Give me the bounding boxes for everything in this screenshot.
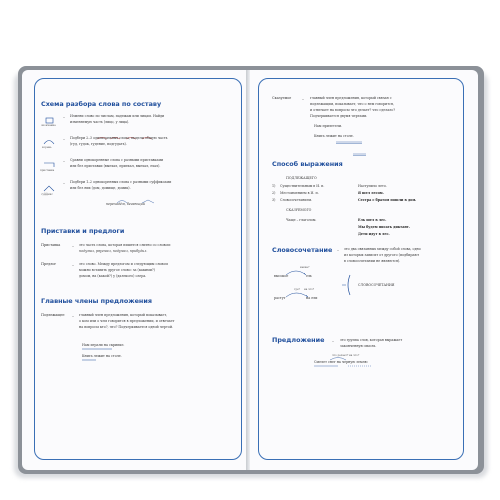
preposition-text-3: домом, на (какой?) у (далекого) озера. [79,274,147,278]
term-predicate: Сказуемое [272,96,292,100]
prefix-text-2: подумал, рвуемал, подумал, прибудил. [79,249,148,253]
diagram-word-3: растут [274,296,286,300]
symbol-label-ending: окончание [41,124,56,127]
subject-label: ПОДЛЕЖАЩЕГО [286,176,317,180]
predicate-row-left-1: Чаще – глаголом. [286,218,317,222]
item-text-prefix-2: или без приставки (выехал, приехал, выехал, ехал). [70,164,161,168]
dash: – [332,338,334,343]
right-page-diagrams [250,70,478,470]
sentence-example: Смелет снег на черную землю [314,360,368,364]
symbol-label-root: корень [42,146,52,149]
predicate-label: СКАЗУЕМОГО [286,208,312,212]
subject-row-number-3: 3) [272,198,276,202]
dash: – [63,158,65,163]
collocation-text-1: это два связанных между собой слова, одно [344,247,421,251]
subject-example-2: Книга лежит на столе. [82,354,122,358]
subject-row-number-2: 2) [272,191,276,195]
section-title-sentence: Предложение [272,336,325,344]
sentence-text-2: законченную мысль. [340,344,377,348]
sentence-question: что делает? на что? [332,354,360,357]
diagram-label: СЛОВОСОЧЕТАНИЯ [358,283,395,287]
dash: – [72,262,74,267]
predicate-text-3: и отвечает на вопросы что делает? что сделало? [310,108,396,112]
predicate-example-2: Книга лежит на столе. [314,134,354,138]
left-page [22,70,250,470]
subject-text-3: на вопросы кто?, что? Подчеркивается одной чертой. [79,325,174,329]
subject-example-1: Нам играли на скрипке. [82,343,125,347]
preposition-text-2: можно вставить другое слово: за (какими?) [79,268,155,272]
collocation-text-2: из которых зависит от другого (подбирают [344,253,420,257]
sentence-text-1: это группа слов, которая выражает [340,338,403,342]
item-text-ending-1: Измени слово по числам, падежам или лицам. Найди [70,114,165,118]
dash: – [302,96,304,101]
item-text-root-2: (гуд, гудок, гудение, подгудать). [70,142,127,146]
section-title-collocation: Словосочетание [272,246,333,254]
term-prefix: Приставка [41,243,61,247]
subject-row-right-2: Я шел лесом. [358,191,384,195]
diagram-question-1: какие? [300,266,310,269]
subject-row-left-1: Существительным в И. п. [280,184,325,188]
section-title-word-structure: Схема разбора слова по составу [41,100,162,108]
term-preposition: Предлог [41,262,57,266]
dash: – [337,247,339,252]
symbol-label-prefix: приставка [40,169,55,172]
dash: – [63,114,65,119]
dash: – [63,136,65,141]
term-subject: Подлежащее [41,313,65,317]
subject-row-right-3: Сестра с братом пошли в дом. [358,198,417,202]
item-text-root-1: Подбери 2–3 однокоренных слова, выдели общую часть [70,136,168,140]
subject-text-1: главный член предложения, который показывает, [79,313,168,317]
right-page [250,70,478,470]
predicate-text-1: главный член предложения, который связан с [310,96,392,100]
section-title-prefixes: Приставки и предлоги [41,227,125,235]
dash: – [63,180,65,185]
subject-row-right-1: Наступило лето. [358,184,387,188]
predicate-example-1: Нам прилетели. [314,124,343,128]
subject-row-left-3: Словосочетанием. [280,198,313,202]
section-title-main-members: Главные члены предложения [41,297,152,305]
word-structure-example: перехадём, бегающий [106,202,145,206]
dash: – [72,243,74,248]
item-text-suffix-1: Подбери 1–2 однокоренных слова с разными суффиксами [70,180,172,184]
item-text-prefix-1: Сравни однокоренные слова с разными приставками [70,158,164,162]
diagram-question-2: где? [294,288,300,291]
subject-text-2: о ком или о чем говорится в предложении, и отвечает [79,319,175,323]
predicate-text-4: Подчеркивается двумя чертами. [310,114,368,118]
item-text-ending-2: изменяемую часть (лицо, у лица). [70,120,130,124]
predicate-text-2: подлежащим, показывает, что о нем говорится, [310,102,394,106]
predicate-row-right-1: Ель шел в лес. [358,218,387,222]
diagram-word-2: ель [306,274,312,278]
predicate-row-right-2: Мы будем писать диктант. [358,225,410,229]
symbol-label-suffix: суффикс [41,193,53,196]
item-text-suffix-2: или без них (дом, домище, домик). [70,186,131,190]
subject-row-number-1: 1) [272,184,276,188]
dash: – [72,313,74,318]
preposition-text-1: это слово. Между предлогом и следующим словом [79,262,168,266]
predicate-row-right-3: Дети идут в лес. [358,232,390,236]
subject-row-left-2: Местоимением в И. п. [280,191,319,195]
prefix-text-1: это часть слова, которая пишется слитно со словом: [79,243,171,247]
section-title-expression: Способ выражения [272,160,343,168]
diagram-word-4: на ели [306,296,318,300]
diagram-word-1: высокое [274,274,289,278]
collocation-text-3: в словосочетании не являются). [344,259,401,263]
diagram-question-3: на что? [304,288,315,291]
